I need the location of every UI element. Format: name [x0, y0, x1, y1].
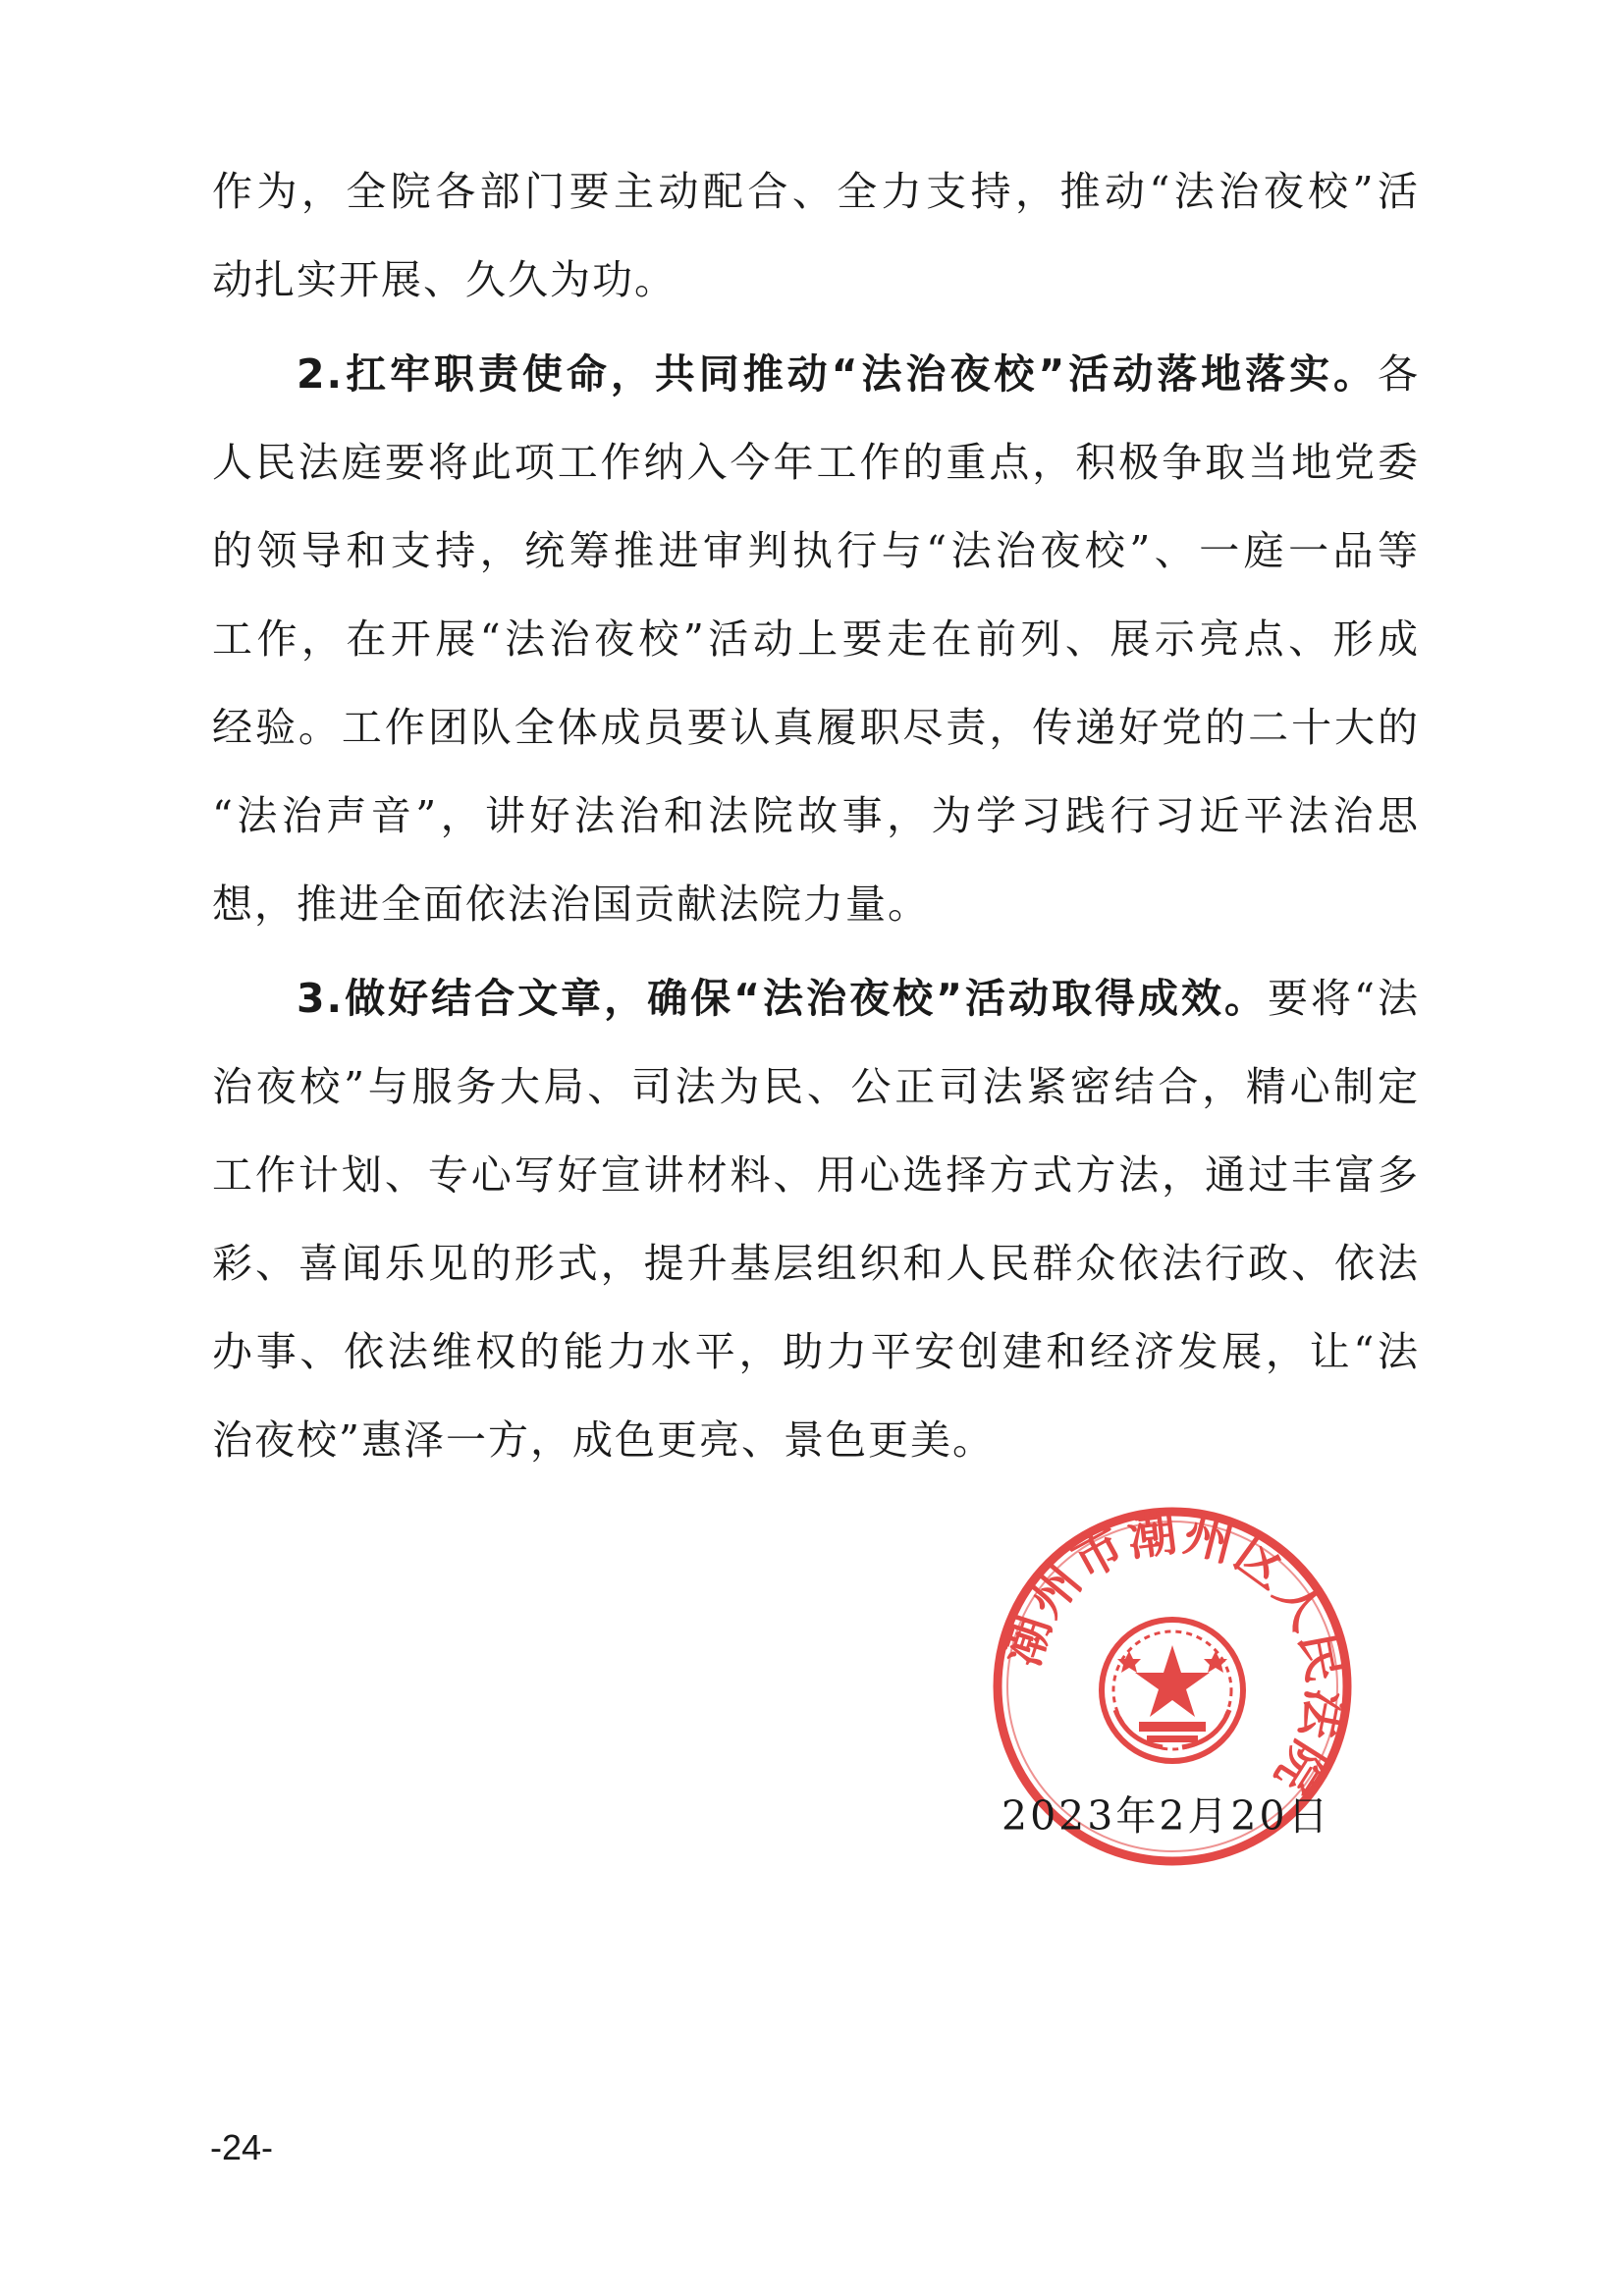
body-text-line: 作为，全院各部门要主动配合、全力支持，推动“法治夜校”活 — [212, 168, 1420, 215]
body-text-line: 想，推进全面依法治国贡献法院力量。 — [212, 881, 930, 928]
body-text-line: 治夜校”与服务大局、司法为民、公正司法紧密结合，精心制定 — [212, 1063, 1420, 1110]
svg-text:潮州市潮州区人民法院: 潮州市潮州区人民法院 — [992, 1504, 1355, 1805]
body-text-line: 治夜校”惠泽一方，成色更亮、景色更美。 — [212, 1416, 995, 1464]
body-text-line: 动扎实开展、久久为功。 — [212, 256, 677, 303]
section-heading-line — [297, 330, 1420, 418]
body-text: 各 — [1378, 350, 1420, 398]
body-text-line: 工作计划、专心写好宣讲材料、用心选择方式方法，通过丰富多 — [212, 1151, 1420, 1199]
body-text: 要将“法 — [1268, 975, 1420, 1022]
body-text-line: “法治声音”，讲好法治和法院故事，为学习践行习近平法治思 — [212, 792, 1420, 839]
body-text-line: 彩、喜闻乐见的形式，提升基层组织和人民群众依法行政、依法 — [212, 1240, 1420, 1287]
page-number: -24- — [210, 2127, 274, 2167]
body-text-line: 工作，在开展“法治夜校”活动上要走在前列、展示亮点、形成 — [212, 615, 1420, 663]
document-date: 2023年2月20日 — [1001, 1792, 1331, 1840]
national-emblem-icon — [1102, 1620, 1243, 1761]
body-text-line: 办事、依法维权的能力水平，助力平安创建和经济发展，让“法 — [212, 1328, 1420, 1375]
body-text-line: 经验。工作团队全体成员要认真履职尽责，传递好党的二十大的 — [212, 704, 1420, 751]
section-heading: 3.做好结合文章，确保“法治夜校”活动取得成效。 — [297, 975, 1269, 1022]
section-heading: 2.扛牢职责使命，共同推动“法治夜校”活动落地落实。 — [297, 350, 1378, 398]
body-text-line: 人民法庭要将此项工作纳入今年工作的重点，积极争取当地党委 — [212, 439, 1420, 486]
section-heading-line — [297, 954, 1420, 1042]
body-text-line: 的领导和支持，统筹推进审判执行与“法治夜校”、一庭一品等 — [212, 527, 1420, 574]
